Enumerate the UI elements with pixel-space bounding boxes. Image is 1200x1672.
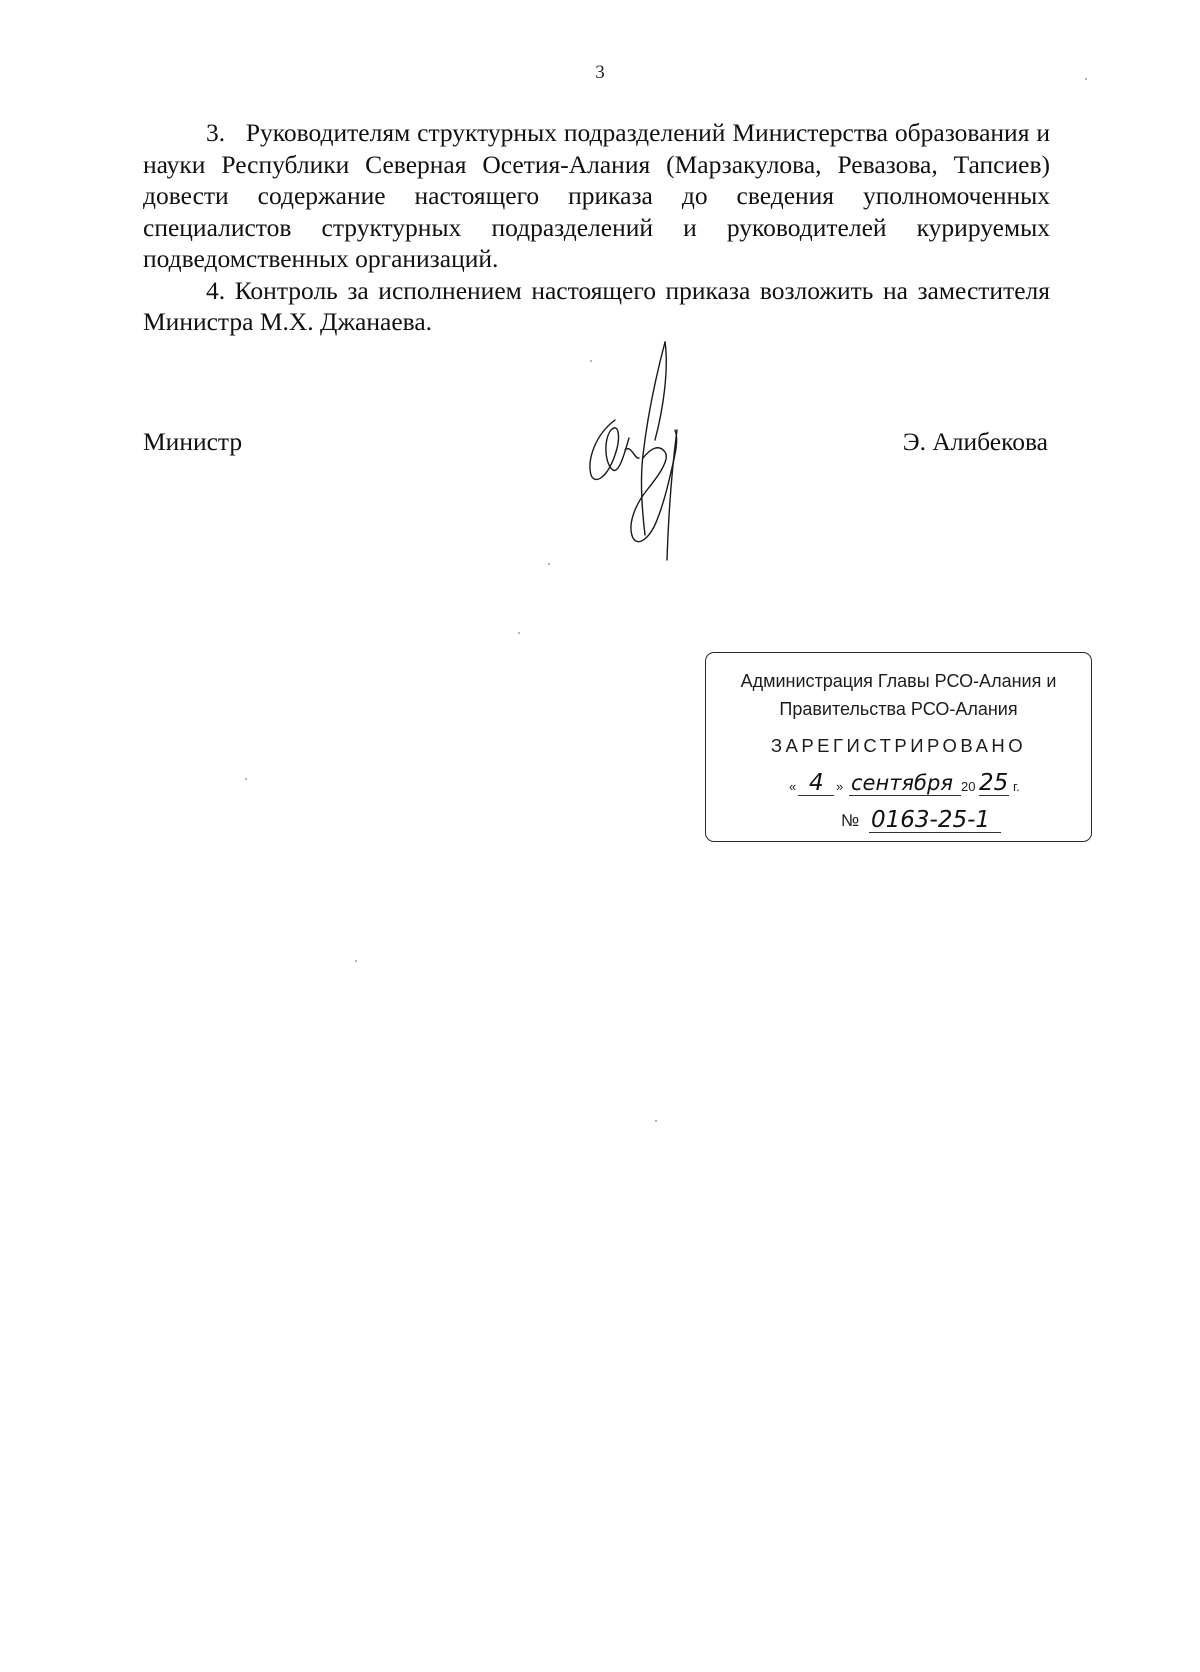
stamp-date-day: 4 <box>809 770 824 796</box>
stamp-number-label: № <box>841 811 860 830</box>
page-number: 3 <box>595 62 605 83</box>
stamp-date-close-quote: » <box>836 779 844 794</box>
registration-stamp <box>705 652 1092 842</box>
scan-speck <box>655 1120 657 1122</box>
scan-speck <box>518 632 520 634</box>
stamp-org-line-1: Администрация Главы РСО-Алания и <box>740 671 1057 691</box>
scan-speck <box>590 360 592 362</box>
handwritten-signature <box>585 340 715 570</box>
paragraph-4: 4. Контроль за исполнением настоящего приказа возложить на заместителя Министра М.Х. Джанаева. <box>143 275 1050 336</box>
stamp-date-month: сентября <box>851 771 953 795</box>
stamp-title: ЗАРЕГИСТРИРОВАНО <box>770 735 1027 756</box>
signer-role: Министр <box>143 427 243 456</box>
stamp-date <box>789 768 1049 800</box>
stamp-org-line-2: Правительства РСО-Алания <box>779 699 1018 719</box>
paragraph-3: 3. Руководителям структурных подразделений Министерства образования и науки Республики Северная Осетия-Алания (Марзакулова, Ревазова, Тапсиев) довести содержание настоящего приказа до сведения уполномоченных специалистов структурных подразделений и руководителей курируемых подведомственных организаций. <box>143 118 1050 273</box>
scan-speck <box>1085 78 1087 80</box>
document-body <box>143 117 1050 338</box>
scan-speck <box>355 960 357 962</box>
stamp-number <box>841 805 1041 837</box>
scan-speck <box>548 563 550 565</box>
stamp-date-open-quote: « <box>789 779 797 794</box>
stamp-date-year-prefix: 20 <box>961 779 976 794</box>
stamp-date-year-suffix: 25 <box>979 770 1009 796</box>
scan-speck <box>245 778 247 780</box>
stamp-number-value: 0163-25-1 <box>871 807 991 833</box>
signer-name: Э. Алибекова <box>902 427 1048 456</box>
stamp-date-year-abbr: г. <box>1013 779 1020 794</box>
